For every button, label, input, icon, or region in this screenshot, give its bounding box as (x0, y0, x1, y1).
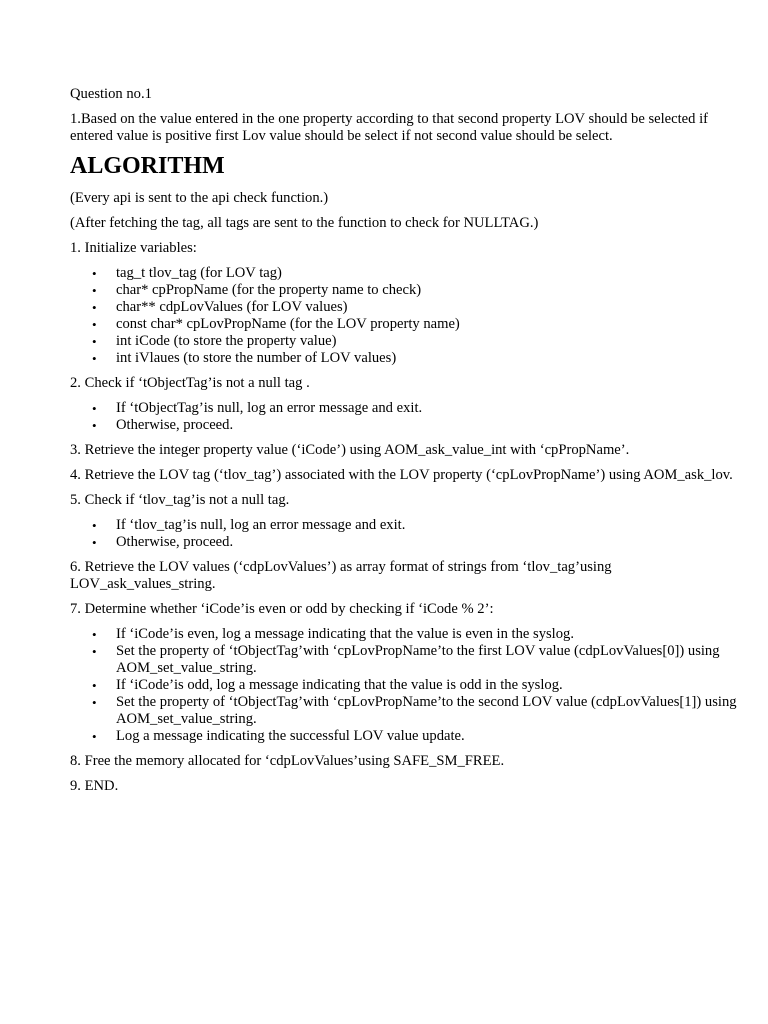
step-7: 7. Determine whether ‘iCode’is even or odd by checking if ‘iCode % 2’: (70, 601, 494, 617)
algorithm-title: ALGORITHM (70, 153, 225, 179)
bullet-icon: • (92, 334, 97, 349)
note-nulltag-check: (After fetching the tag, all tags are sent to the function to check for NULLTAG.) (70, 215, 539, 231)
list-item: • char** cdpLovValues (for LOV values) (92, 299, 348, 315)
bullet-icon: • (92, 401, 97, 416)
step-8: 8. Free the memory allocated for ‘cdpLovValues’using SAFE_SM_FREE. (70, 753, 505, 769)
list-item: • tag_t tlov_tag (for LOV tag) (92, 265, 282, 281)
step-3: 3. Retrieve the integer property value (‘iCode’) using AOM_ask_value_int with ‘cpPropName’. (70, 442, 630, 458)
bullet-icon: • (92, 266, 97, 281)
list-item: • Otherwise, proceed. (92, 417, 234, 433)
step-7-list (70, 626, 750, 745)
document-page (70, 86, 750, 803)
question-text: 1.Based on the value entered in the one property according to that second property LOV should be selected if entered value is positive first Lov value should be select if not second value should be select. (70, 111, 709, 144)
bullet-icon: • (92, 351, 97, 366)
question-heading: Question no.1 (70, 86, 152, 102)
step-5-list (70, 517, 750, 551)
step-6: 6. Retrieve the LOV values (‘cdpLovValues’) as array format of strings from ‘tlov_tag’using LOV_ask_values_string. (70, 559, 612, 592)
step-5: 5. Check if ‘tlov_tag’is not a null tag. (70, 492, 290, 508)
bullet-icon: • (92, 678, 97, 693)
step-2: 2. Check if ‘tObjectTag’is not a null tag . (70, 375, 310, 391)
bullet-icon: • (92, 418, 97, 433)
bullet-icon: • (92, 644, 97, 659)
step-2-list (70, 400, 750, 434)
bullet-icon: • (92, 518, 97, 533)
list-item: • char* cpPropName (for the property name to check) (92, 282, 422, 298)
list-item: • int iVlaues (to store the number of LOV values) (92, 350, 397, 366)
bullet-icon: • (92, 695, 97, 710)
step-9: 9. END. (70, 778, 119, 794)
list-item: • Set the property of ‘tObjectTag’with ‘cpLovPropName’to the second LOV value (cdpLovValues[1]) using AOM_set_value_string. (92, 694, 737, 727)
bullet-icon: • (92, 535, 97, 550)
step-4: 4. Retrieve the LOV tag (‘tlov_tag’) associated with the LOV property (‘cpLovPropName’) using AOM_ask_lov. (70, 467, 733, 483)
list-item: • Log a message indicating the successful LOV value update. (92, 728, 465, 744)
list-item: • Set the property of ‘tObjectTag’with ‘cpLovPropName’to the first LOV value (cdpLovValues[0]) using AOM_set_value_string. (92, 643, 720, 676)
bullet-icon: • (92, 627, 97, 642)
list-item: • If ‘tObjectTag’is null, log an error message and exit. (92, 400, 423, 416)
bullet-icon: • (92, 283, 97, 298)
list-item: • If ‘tlov_tag’is null, log an error message and exit. (92, 517, 406, 533)
list-item: • const char* cpLovPropName (for the LOV property name) (92, 316, 460, 332)
list-item: • Otherwise, proceed. (92, 534, 234, 550)
step-1-list (70, 265, 750, 367)
step-1: 1. Initialize variables: (70, 240, 197, 256)
list-item: • If ‘iCode’is even, log a message indicating that the value is even in the syslog. (92, 626, 574, 642)
bullet-icon: • (92, 729, 97, 744)
bullet-icon: • (92, 300, 97, 315)
bullet-icon: • (92, 317, 97, 332)
list-item: • int iCode (to store the property value) (92, 333, 337, 349)
list-item: • If ‘iCode’is odd, log a message indicating that the value is odd in the syslog. (92, 677, 563, 693)
note-api-check: (Every api is sent to the api check function.) (70, 190, 329, 206)
